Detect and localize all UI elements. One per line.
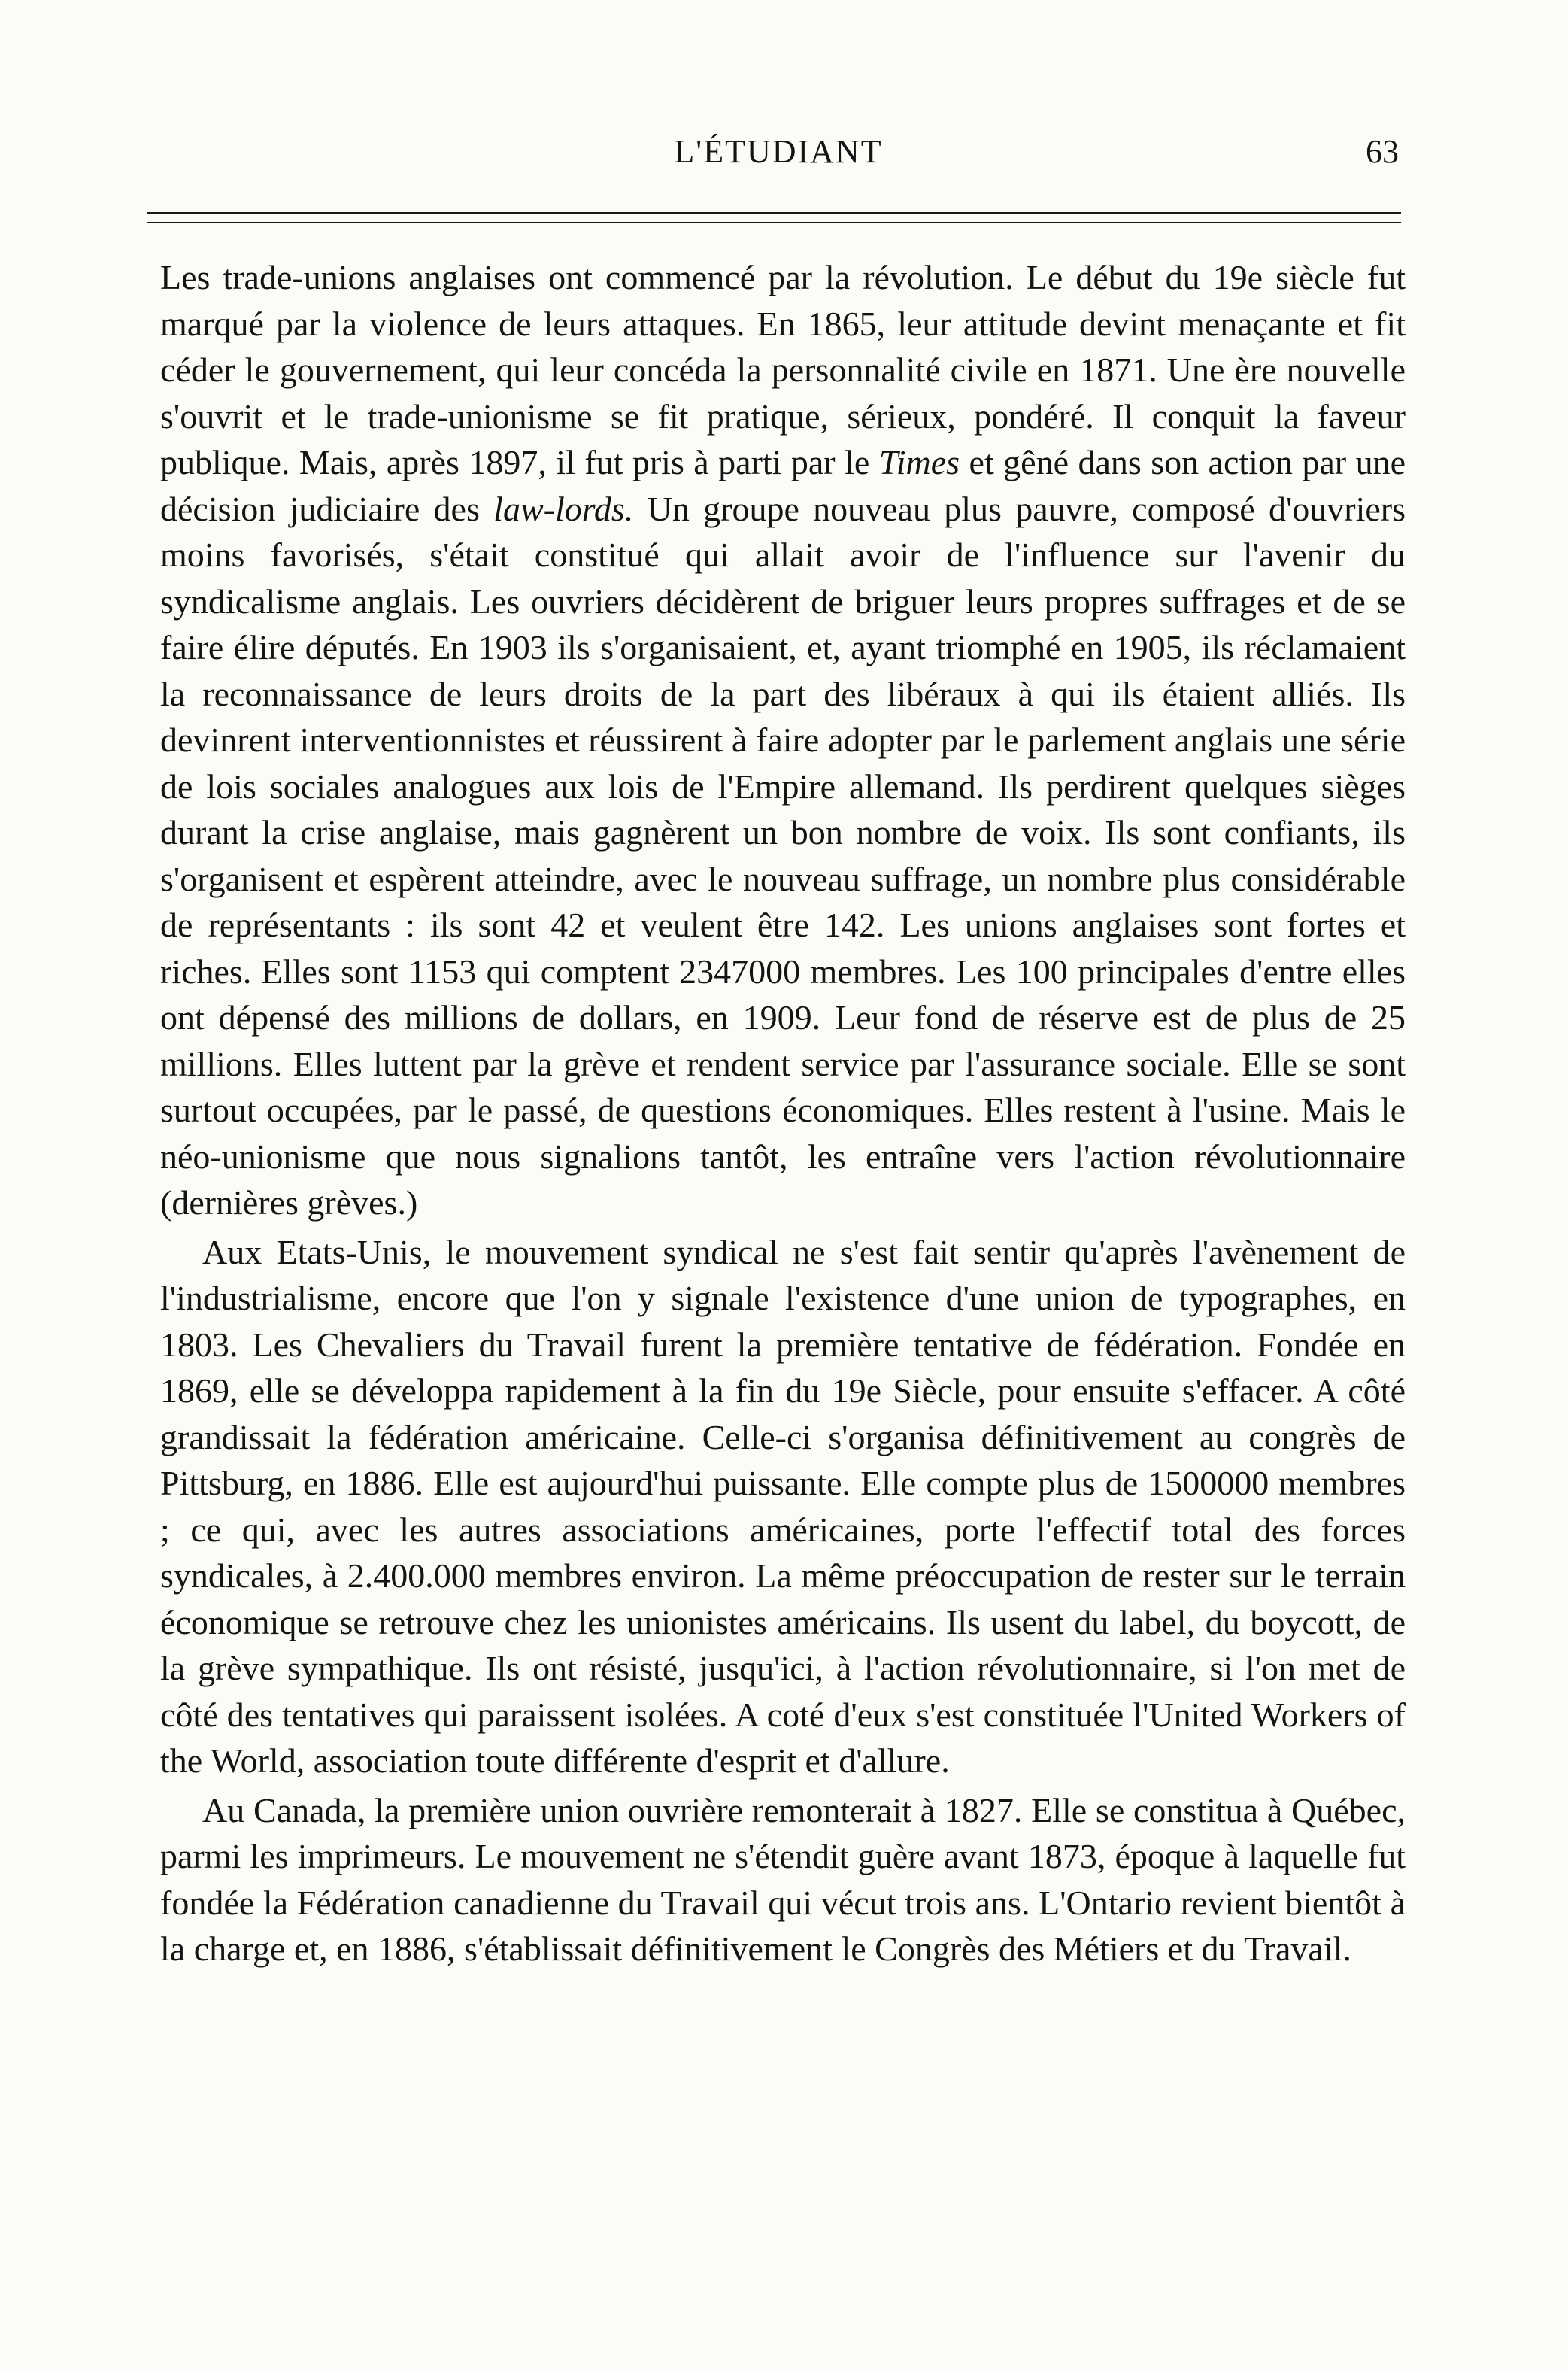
paragraph-etats-unis	[160, 1229, 1406, 1784]
paragraph-canada	[160, 1787, 1406, 1972]
paragraph-trade-unions	[160, 254, 1406, 1226]
italic-law-lords: law-lords.	[493, 489, 634, 528]
text-segment: Aux Etats-Unis, le mouvement syndical ne s'est fait sentir qu'après l'avènement de l'industrialisme, encore que l'on y signale l'existence d'une union de typographes, en 1803. Les Chevaliers du Travail furent la première tentative de fédération. Fondée en 1869, elle se développa rapidement à la fin du 19e Siècle, pour ensuite s'effacer. A côté grandissait la fédération américaine. Celle-ci s'organisa définitivement au congrès de Pittsburg, en 1886. Elle est aujourd'hui puissante. Elle compte plus de 1500000 membres ; ce qui, avec les autres associations américaines, porte l'effectif total des forces syndicales, à 2.400.000 membres environ. La même préoccupation de rester sur le terrain économique se retrouve chez les unionistes américains. Ils usent du label, du boycott, de la grève sympathique. Ils ont résisté, jusqu'ici, à l'action révolutionnaire, si l'on met de côté des tentatives qui paraissent isolées. A coté d'eux s'est constituée l'United Workers of the World, association toute différente d'esprit et d'allure.	[160, 1232, 1406, 1780]
text-segment: Un groupe nouveau plus pauvre, composé d'ouvriers moins favorisés, s'était constitué qui allait avoir de l'influence sur l'avenir du syndicalisme anglais. Les ouvriers décidèrent de briguer leurs propres suffrages et de se faire élire députés. En 1903 ils s'organisaient, et, ayant triomphé en 1905, ils réclamaient la reconnaissance de leurs droits de la part des libéraux à qui ils étaient alliés. Ils devinrent interventionnistes et réussirent à faire adopter par le parlement anglais une série de lois sociales analogues aux lois de l'Empire allemand. Ils perdirent quelques sièges durant la crise anglaise, mais gagnèrent un bon nombre de voix. Ils sont confiants, ils s'organisent et espèrent atteindre, avec le nouveau suffrage, un nombre plus considérable de représentants : ils sont 42 et veulent être 142. Les unions anglaises sont fortes et riches. Elles sont 1153 qui comptent 2347000 membres. Les 100 principales d'entre elles ont dépensé des millions de dollars, en 1909. Leur fond de réserve est de plus de 25 millions. Elles luttent par la grève et rendent service par l'assurance sociale. Elle se sont surtout occupées, par le passé, de questions économiques. Elles restent à l'usine. Mais le néo-unionisme que nous signalions tantôt, les entraîne vers l'action révolutionnaire (dernières grèves.)	[160, 489, 1406, 1222]
header-rule	[147, 212, 1401, 223]
running-header	[147, 132, 1410, 187]
page-number: 63	[1366, 133, 1399, 170]
text-segment: et gêné dans son action par une décision judiciaire des	[160, 443, 1406, 528]
text-segment: Les trade-unions anglaises ont commencé par la révolution. Le début du 19e siècle fut marqué par la violence de leurs attaques. En 1865, leur attitude devint menaçante et fit céder le gouvernement, qui leur concéda la personnalité civile en 1871. Une ère nouvelle s'ouvrit et le trade-unionisme se fit pratique, sérieux, pondéré. Il conquit la faveur publique. Mais, après 1897, il fut pris à parti par le	[160, 258, 1406, 481]
italic-times: Times	[878, 443, 960, 481]
text-segment: Au Canada, la première union ouvrière remonterait à 1827. Elle se constitua à Québec, parmi les imprimeurs. Le mouvement ne s'étendit guère avant 1873, époque à laquelle fut fondée la Fédération canadienne du Travail qui vécut trois ans. L'Ontario revient bientôt à la charge et, en 1886, s'établissait définitivement le Congrès des Métiers et du Travail.	[160, 1790, 1406, 1968]
running-title: L'ÉTUDIANT	[674, 133, 883, 170]
article-body	[160, 254, 1406, 1975]
